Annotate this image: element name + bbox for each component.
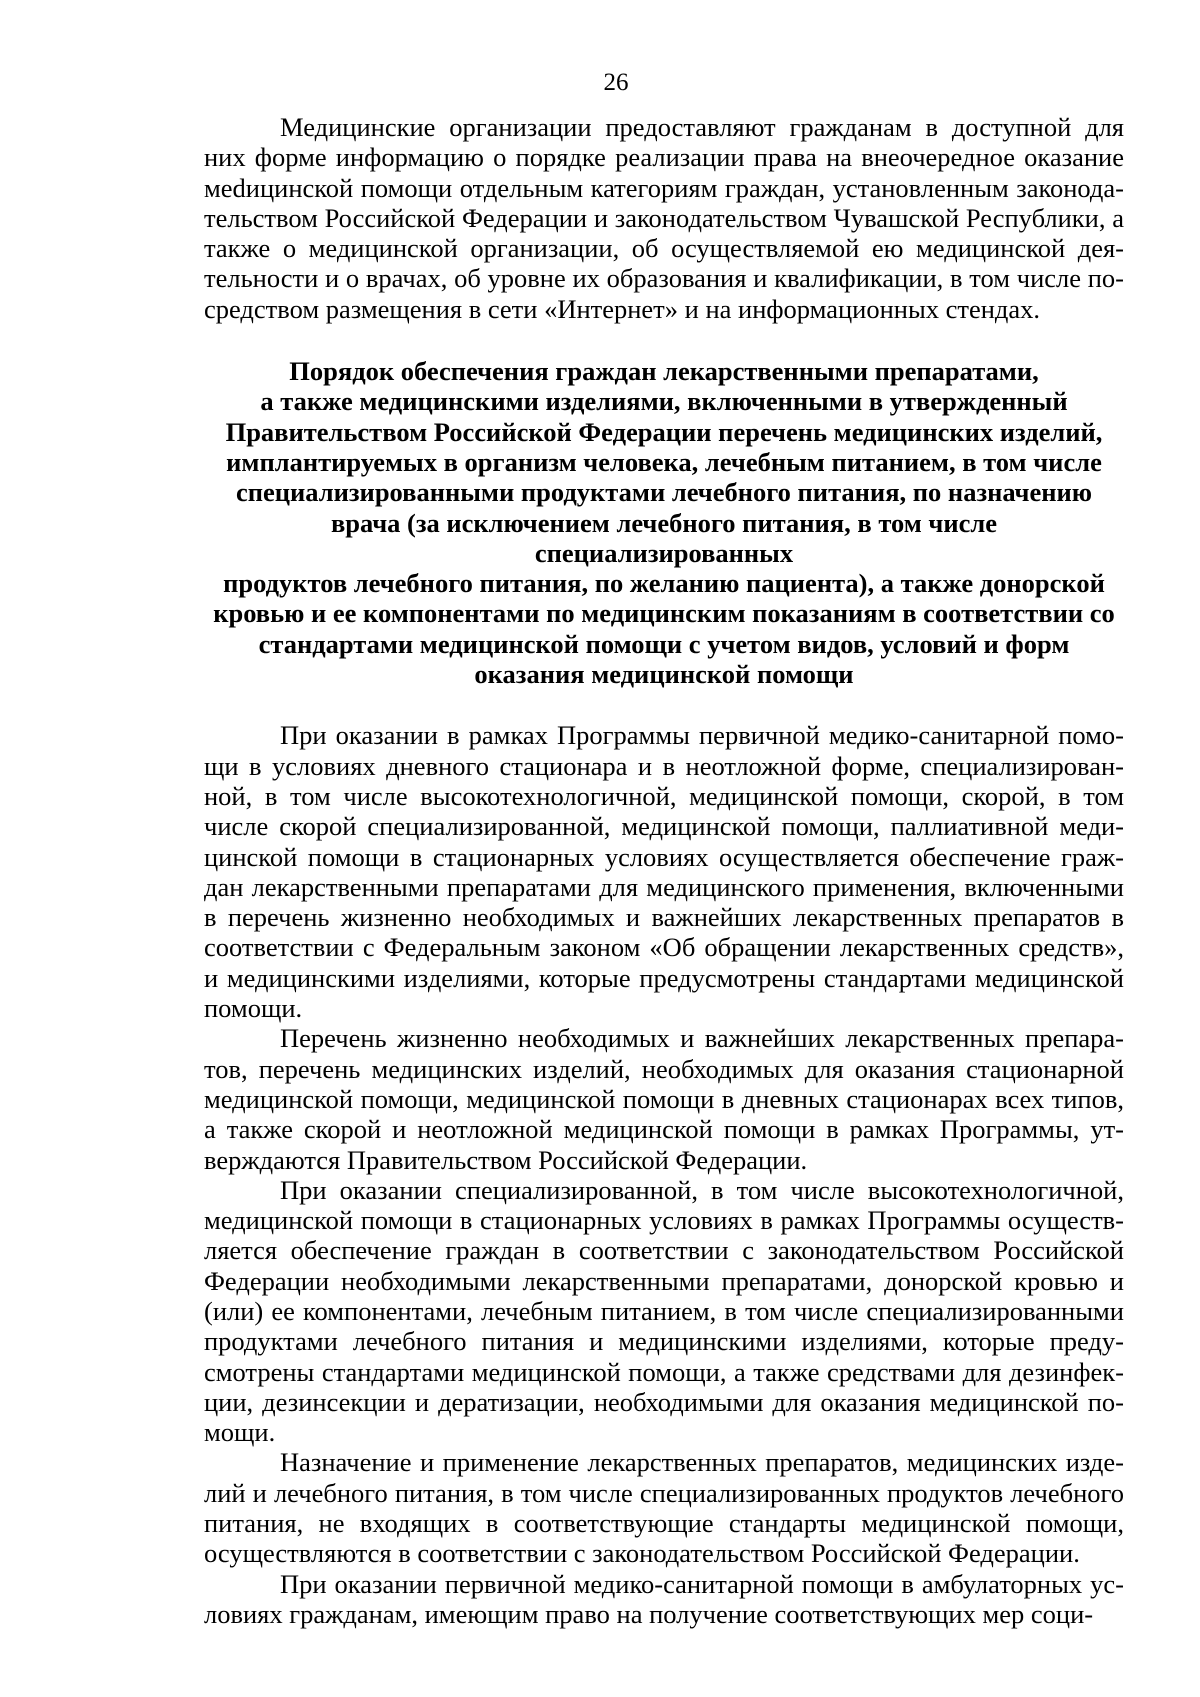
section-heading-line: специализированными продуктами лечебного питания, по назначению xyxy=(235,477,1093,508)
section-heading-line: Порядок обеспечения граждан лекарственными препаратами, xyxy=(289,356,1039,387)
document-body xyxy=(204,112,1124,1629)
intro-paragraph: Медицинские организации предоставляют гражданам в доступной для них форме информацию о порядке реализации права на внеочередное оказание меdицинской помощи отдельным категориям граждан, установленным законодательством Российской Федерации и законодательством Чувашской Республики, а также о медицинской организации, об осуществляемой ею медицинской деятельности и о врачах, об уровне их образования и квалификации, в том числе посредством размещения в сети «Интернет» и на информационных стендах. xyxy=(204,112,1124,324)
section-heading-line: Правительством Российской Федерации перечень медицинских изделий, xyxy=(225,416,1103,447)
section-heading-line: врача (за исключением лечебного питания, в том числе специализированных xyxy=(330,507,998,568)
section-heading-line: имплантируемых в организм человека, лечебным питанием, в том числе xyxy=(226,446,1102,477)
body-paragraph: При оказании специализированной, в том числе высокотехнологичной, медицинской помощи в стационарных условиях в рамках Программы осуществляется обеспечение граждан в соответствии с законодательством Российской Федерации необходимыми лекарственными препаратами, донорской кровью и (или) ее компонентами, лечебным питанием, в том числе специализированными продуктами лечебного питания и медицинскими изделиями, которые предусмотрены стандартами медицинской помощи, а также средствами для дезинфекции, дезинсекции и дератизации, необходимыми для оказания медицинской помощи. xyxy=(204,1174,1124,1448)
section-heading-line: продуктов лечебного питания, по желанию пациента), а также донорской xyxy=(223,568,1105,599)
section-heading xyxy=(204,356,1124,689)
body-paragraph: Назначение и применение лекарственных препаратов, медицинских изделий и лечебного питания, в том числе специализированных продуктов лечебного питания, не входящих в соответствующие стандарты медицинской помощи, осуществляются в соответствии с законодательством Российской Федерации. xyxy=(204,1447,1124,1569)
section-heading-line: стандартами медицинской помощи с учетом видов, условий и форм xyxy=(258,628,1070,659)
body-paragraph: При оказании первичной медико-санитарной помощи в амбулаторных условиях гражданам, имеющим право на получение соответствующих мер соци- xyxy=(204,1568,1124,1629)
body-paragraph: Перечень жизненно необходимых и важнейших лекарственных препаратов, перечень медицинских изделий, необходимых для оказания стационарной медицинской помощи, медицинской помощи в дневных стационарах всех типов, а также скорой и неотложной медицинской помощи в рамках Программы, утверждаются Правительством Российской Федерации. xyxy=(204,1023,1124,1175)
section-heading-line: а также медицинскими изделиями, включенными в утвержденный xyxy=(260,386,1068,417)
section-heading-line: кровью и ее компонентами по медицинским показаниям в соответствии со xyxy=(213,598,1115,629)
body-paragraph: При оказании в рамках Программы первичной медико-санитарной помощи в условиях дневного стационара и в неотложной форме, специализированной, в том числе высокотехнологичной, медицинской помощи, скорой, в том числе скорой специализированной, медицинской помощи, паллиативной медицинской помощи в стационарных условиях осуществляется обеспечение граждан лекарственными препаратами для медицинского применения, включенными в перечень жизненно необходимых и важнейших лекарственных препаратов в соответствии с Федеральным законом «Об обращении лекарственных средств», и медицинскими изделиями, которые предусмотрены стандартами медицинской помощи. xyxy=(204,720,1124,1024)
section-heading-line: оказания медицинской помощи xyxy=(474,659,854,690)
page-number: 26 xyxy=(603,69,629,96)
